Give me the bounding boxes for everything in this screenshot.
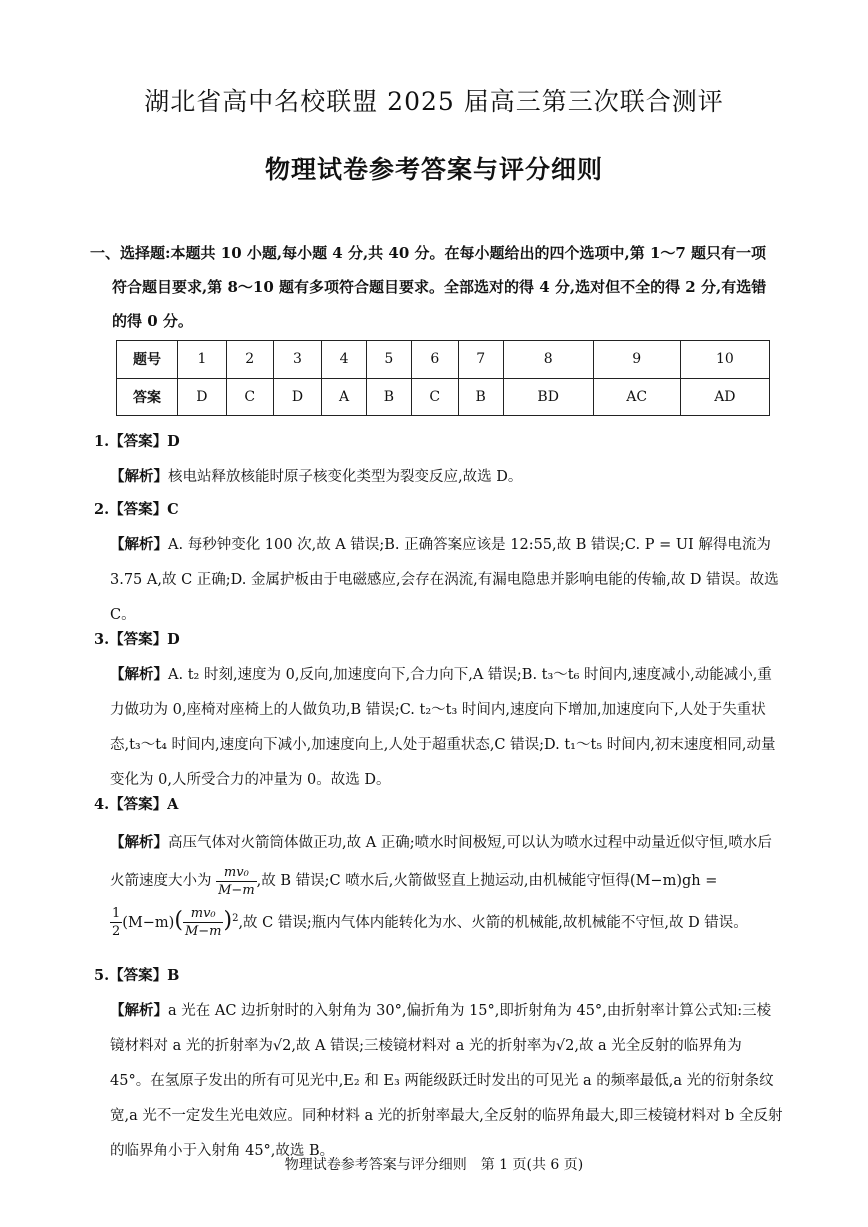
fraction-numerator: mv₀ [216, 864, 257, 882]
explanation-label: 【解析】 [110, 468, 168, 485]
section-intro: 一、选择题:本题共 10 小题,每小题 4 分,共 40 分。在每小题给出的四个选项中,第 1～7 题只有一项符合题目要求,第 8～10 题有多项符合题目要求。全部选对的得 4 分,选对但不全的得 2 分,有选错的得 0 分。 [90, 244, 767, 330]
page-footer: 物理试卷参考答案与评分细则 第 1 页(共 6 页) [284, 1157, 584, 1173]
question-number: 10 [680, 341, 769, 379]
answer-cell: C [411, 378, 458, 416]
row-label-number: 题号 [117, 341, 178, 379]
document-subtitle: 物理试卷参考答案与评分细则 [264, 155, 603, 184]
question-3 [94, 622, 784, 798]
explanation-text: ,故 B 错误;C 喷水后,火箭做竖直上抛运动,由机械能守恒得(M−m)gh = [256, 873, 718, 889]
answer-heading: 3.【答案】D [94, 631, 180, 648]
question-number: 2 [226, 341, 273, 379]
question-4 [94, 786, 784, 942]
formula-text: (M−m) [122, 914, 175, 931]
question-number: 7 [458, 341, 503, 379]
fraction [216, 864, 257, 899]
fraction-numerator: 1 [112, 906, 121, 922]
left-paren: ( [174, 907, 183, 933]
answer-cell: AD [680, 378, 769, 416]
explanation [94, 527, 784, 633]
row-label-answer: 答案 [117, 378, 178, 416]
answer-table [116, 340, 770, 416]
exponent: 2 [232, 913, 239, 924]
answer-cell: C [226, 378, 273, 416]
document-title: 湖北省高中名校联盟 2025 届高三第三次联合测评 [144, 87, 724, 116]
explanation-text: a 光在 AC 边折射时的入射角为 30°,偏折角为 15°,即折射角为 45°,由折射率计算公式知:三棱镜材料对 a 光的折射率为√2,故 A 错误;三棱镜材料对 a 光的折射率为√2,故 a 光全反射的临界角为 45°。在氢原子发出的所有可见光中,E₂ 和 E₃ 两能级跃迁时发出的可见光 a 的频率最低,a 光的衍射条纹宽,a 光不一定发生光电效应。同种材料 a 光的折射率最大,全反射的临界角最大,即三棱镜材料对 b 全反射的临界角小于入射角 45°,故选 B。 [110, 1003, 783, 1159]
answer-cell: A [322, 378, 366, 416]
explanation-label: 【解析】 [110, 666, 168, 683]
explanation [94, 459, 784, 495]
question-number: 6 [411, 341, 458, 379]
explanation-text: 核电站释放核能时原子核变化类型为裂变反应,故选 D。 [168, 469, 523, 485]
explanation [94, 657, 784, 798]
fraction-denominator: M−m [218, 882, 255, 898]
fraction [110, 905, 122, 940]
question-number: 3 [273, 341, 322, 379]
explanation-text: 高压气体对火箭筒体做正功,故 A 正确;喷水时间极短,可以认为喷水过程中动量近似守恒,喷水后火箭速度大小为 [110, 835, 772, 889]
answer-cell: BD [503, 378, 593, 416]
answer-cell: D [178, 378, 227, 416]
explanation-label: 【解析】 [110, 834, 168, 851]
question-number: 1 [178, 341, 227, 379]
question-number: 5 [366, 341, 411, 379]
fraction-numerator: mv₀ [183, 905, 224, 923]
question-number: 4 [322, 341, 366, 379]
answer-cell: B [458, 378, 503, 416]
explanation [94, 993, 784, 1169]
answer-heading: 1.【答案】D [94, 433, 180, 450]
question-2 [94, 492, 784, 633]
explanation-text: A. 每秒钟变化 100 次,故 A 错误;B. 正确答案应该是 12:55,故 B 错误;C. P = UI 解得电流为 3.75 A,故 C 正确;D. 金属护板由于电磁感应,会存在涡流,有漏电隐患并影响电能的传输,故 D 错误。故选 C。 [110, 537, 779, 623]
answer-table-answer-row [117, 378, 770, 416]
question-number: 8 [503, 341, 593, 379]
answer-heading: 2.【答案】C [94, 501, 179, 518]
question-number: 9 [593, 341, 680, 379]
answer-cell: B [366, 378, 411, 416]
explanation-label: 【解析】 [110, 1002, 168, 1019]
explanation-text: ,故 C 错误;瓶内气体内能转化为水、火箭的机械能,故机械能不守恒,故 D 错误。 [238, 914, 748, 931]
question-1 [94, 424, 784, 495]
fraction [183, 905, 224, 940]
fraction-denominator: M−m [184, 924, 222, 940]
right-paren: ) [223, 907, 233, 933]
explanation-text: A. t₂ 时刻,速度为 0,反向,加速度向下,合力向下,A 错误;B. t₃～t₆ 时间内,速度减小,动能减小,重力做功为 0,座椅对座椅上的人做负功,B 错误;C. t₂～t₃ 时间内,速度向下增加,加速度向下,人处于失重状态,t₃～t₄ 时间内,速度向下减小,加速度向上,人处于超重状态,C 错误;D. t₁～t₅ 时间内,初末速度相同,动量变化为 0,人所受合力的冲量为 0。故选 D。 [110, 667, 776, 788]
question-5 [94, 958, 784, 1169]
answer-heading: 4.【答案】A [94, 796, 179, 813]
explanation-label: 【解析】 [110, 536, 168, 553]
answer-cell: D [273, 378, 322, 416]
explanation [94, 824, 784, 942]
answer-table-number-row [117, 341, 770, 379]
answer-heading: 5.【答案】B [94, 967, 180, 984]
answer-cell: AC [593, 378, 680, 416]
fraction-denominator: 2 [112, 924, 121, 940]
